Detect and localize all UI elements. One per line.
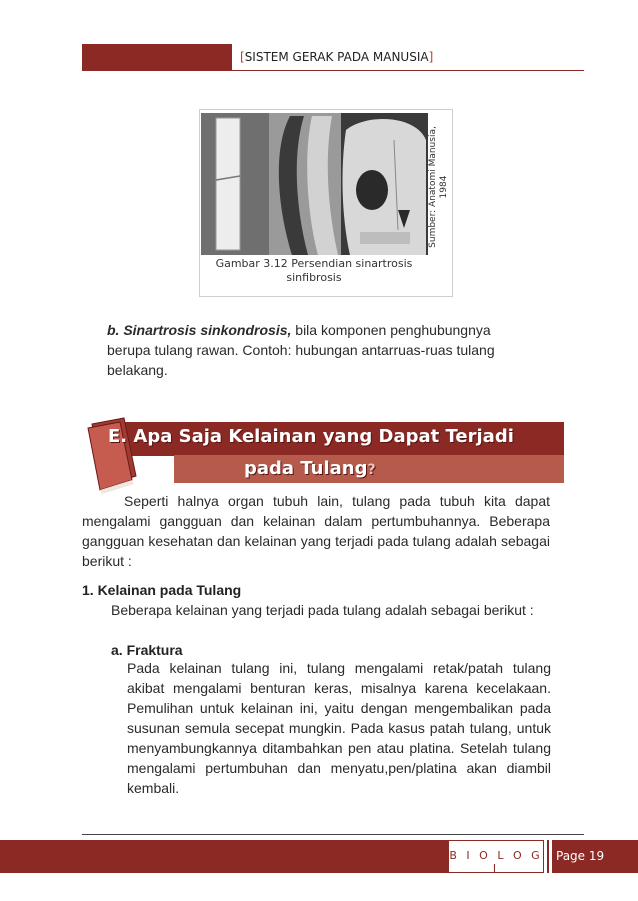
footer-rule bbox=[82, 834, 584, 835]
header-rule bbox=[82, 70, 584, 71]
bracket-open: [ bbox=[240, 50, 245, 64]
page-header-title bbox=[240, 50, 433, 64]
section-banner bbox=[84, 414, 562, 498]
banner-question-mark: ? bbox=[367, 462, 376, 478]
source-line-1: Sumber: Anatomi Manusia, bbox=[428, 126, 438, 248]
source-line-2: 1984 bbox=[439, 175, 449, 199]
header-accent-bar bbox=[82, 44, 232, 70]
figure-source bbox=[428, 112, 450, 262]
list-heading-text: Beberapa kelainan yang terjadi pada tulang adalah sebagai berikut : bbox=[111, 602, 534, 618]
fraktura-text: Pada kelainan tulang ini, tulang mengalami retak/patah tulang akibat mengalami benturan keras, misalnya karena kecelakaan. Pemulihan untuk kelainan ini, yaitu dengan mengembalikan pada susunan semula secepat mungkin. Pada kasus patah tulang, untuk menyambungkannya ditambahkan pen atau platina. Setelah tulang mengalami pertumbuhan dan menyatu,pen/platina akan diambil kembali. bbox=[127, 660, 551, 796]
list-heading-kelainan: 1. Kelainan pada Tulang bbox=[82, 582, 242, 598]
banner-title-line-2 bbox=[244, 458, 376, 479]
bracket-close: ] bbox=[428, 50, 434, 64]
paragraph-sinkondrosis bbox=[107, 320, 527, 380]
footer-separator-line bbox=[547, 840, 549, 873]
sub-heading-fraktura: a. Fraktura bbox=[111, 642, 183, 658]
figure-caption bbox=[200, 257, 428, 285]
page-number: Page 19 bbox=[556, 849, 605, 863]
caption-line-2: sinfibrosis bbox=[286, 271, 342, 284]
intro-text: Seperti halnya organ tubuh lain, tulang pada tubuh kita dapat mengalami gangguan dan kelainan dalam pertumbuhannya. Beberapa gangguan kesehatan dan kelainan yang terjadi pada tulang adalah sebagai berikut : bbox=[82, 493, 550, 569]
sinkondrosis-text: bila komponen penghubungnya berupa tulang rawan. Contoh: hubungan antarruas-ruas tulang belakang. bbox=[107, 322, 495, 378]
banner-line-2-text: pada Tulang bbox=[244, 458, 368, 479]
banner-title-line-1: E. Apa Saja Kelainan yang Dapat Terjadi bbox=[108, 426, 514, 447]
term-sinkondrosis: b. Sinartrosis sinkondrosis, bbox=[107, 322, 292, 338]
header-title-text: SISTEM GERAK PADA MANUSIA bbox=[244, 50, 429, 64]
figure-sinartrosis bbox=[199, 109, 453, 297]
footer-subject: B I O L O G I bbox=[449, 849, 543, 875]
caption-line-1: Gambar 3.12 Persendian sinartrosis bbox=[215, 257, 413, 270]
intro-paragraph bbox=[82, 491, 550, 571]
